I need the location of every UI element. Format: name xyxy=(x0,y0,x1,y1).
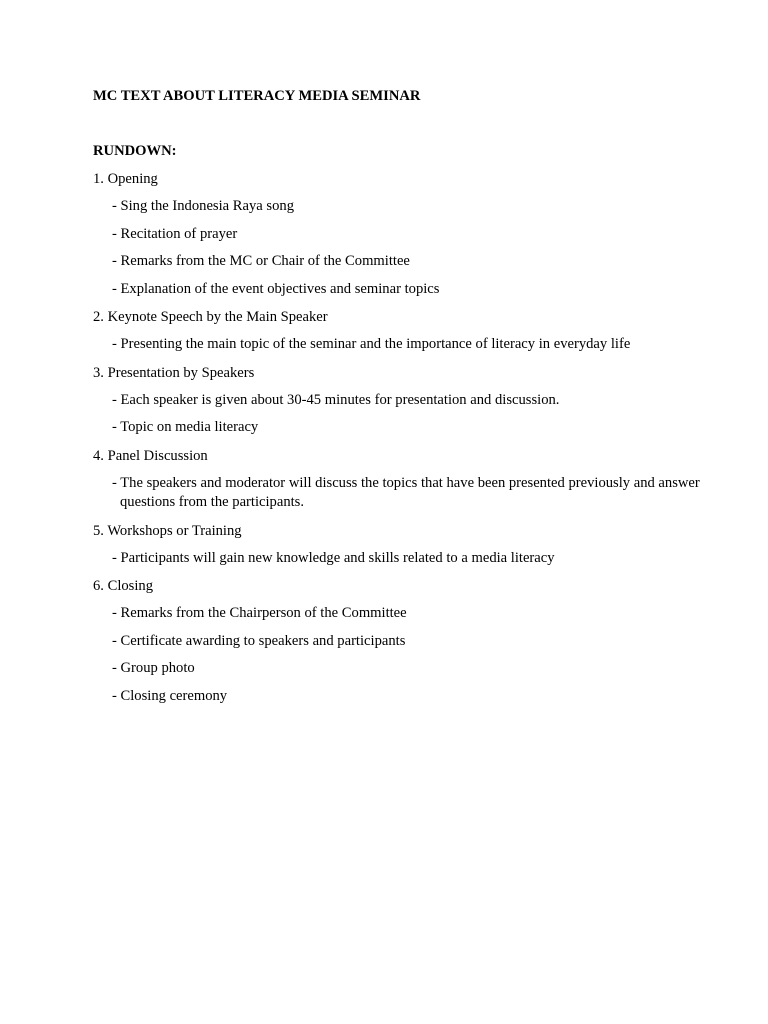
section-title: 6. Closing xyxy=(93,578,154,594)
section-closing xyxy=(93,576,713,706)
section-title: 5. Workshops or Training xyxy=(93,522,242,539)
section-items xyxy=(93,335,713,355)
section-title: 1. Opening xyxy=(93,171,158,187)
section-items xyxy=(93,197,713,299)
section-title: 2. Keynote Speech by the Main Speaker xyxy=(93,309,328,325)
section-items xyxy=(93,549,713,569)
list-item: - Presenting the main topic of the seminar and the importance of literacy in everyday life xyxy=(112,336,631,352)
list-item: - Remarks from the MC or Chair of the Committee xyxy=(112,253,410,269)
document-page xyxy=(93,86,713,706)
section-title: 3. Presentation by Speakers xyxy=(93,364,255,381)
section-panel xyxy=(93,446,713,513)
list-item: - Participants will gain new knowledge and skills related to a media literacy xyxy=(112,549,555,566)
list-item: - Group photo xyxy=(112,660,195,676)
section-presentation xyxy=(93,363,713,438)
list-item: - Remarks from the Chairperson of the Committee xyxy=(112,605,407,621)
document-title: MC TEXT ABOUT LITERACY MEDIA SEMINAR xyxy=(93,88,421,104)
list-item: - Each speaker is given about 30-45 minutes for presentation and discussion. xyxy=(112,391,560,408)
list-item: - Certificate awarding to speakers and participants xyxy=(112,632,406,649)
list-item: - The speakers and moderator will discuss the topics that have been presented previously and answer questions from the participants. xyxy=(112,474,700,510)
section-keynote xyxy=(93,307,713,355)
section-title: 4. Panel Discussion xyxy=(93,447,208,464)
list-item: - Closing ceremony xyxy=(112,687,228,704)
section-items xyxy=(93,391,713,438)
list-item: - Sing the Indonesia Raya song xyxy=(112,198,294,214)
section-opening xyxy=(93,169,713,299)
list-item: - Topic on media literacy xyxy=(112,419,259,435)
rundown-heading: RUNDOWN: xyxy=(93,143,177,159)
section-workshops xyxy=(93,521,713,569)
list-item: - Explanation of the event objectives and seminar topics xyxy=(112,280,440,297)
section-items xyxy=(93,474,713,513)
section-items xyxy=(93,604,713,706)
list-item: - Recitation of prayer xyxy=(112,225,238,242)
